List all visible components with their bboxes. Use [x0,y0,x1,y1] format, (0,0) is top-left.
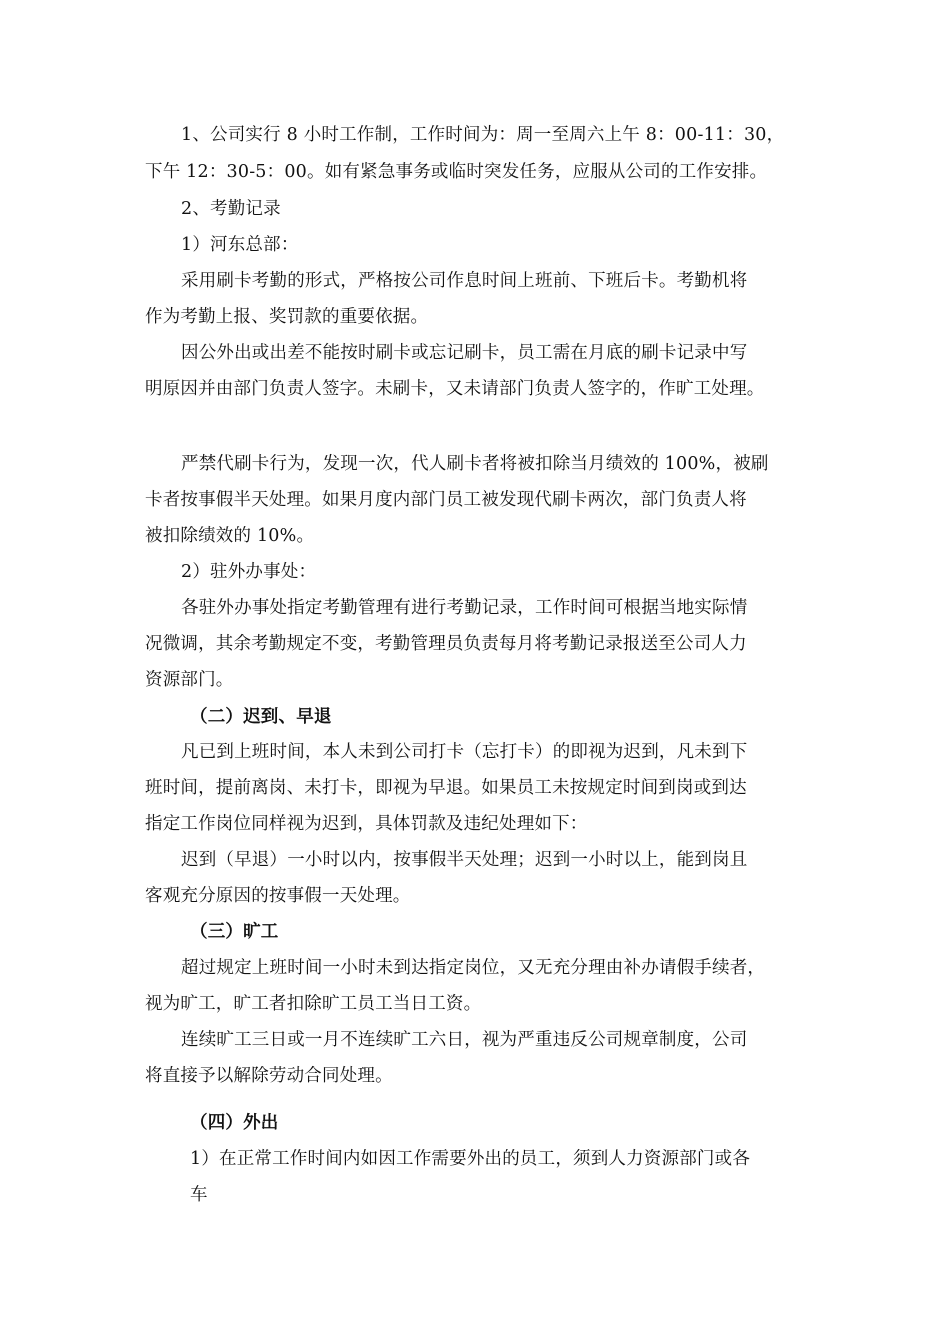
section-heading: （三）旷工 [190,922,279,942]
paragraph-line: 严禁代刷卡行为，发现一次，代人刷卡者将被扣除当月绩效的 100%，被刷 [181,454,769,474]
paragraph-line: 超过规定上班时间一小时未到达指定岗位，又无充分理由补办请假手续者， [181,958,766,978]
paragraph-line: 资源部门。 [145,670,234,690]
subsection-heading: 1）河东总部： [181,235,299,255]
paragraph-line: 班时间，提前离岗、未打卡，即视为早退。如果员工未按规定时间到岗或到达 [145,778,747,798]
paragraph-line: 下午 12：30-5：00。如有紧急事务或临时突发任务，应服从公司的工作安排。 [145,162,768,182]
paragraph-line: 凡已到上班时间，本人未到公司打卡（忘打卡）的即视为迟到，凡未到下 [181,742,748,762]
paragraph-line: 1、公司实行 8 小时工作制，工作时间为：周一至周六上午 8：00-11：30， [181,125,785,145]
section-heading: 2、考勤记录 [181,199,281,219]
paragraph-line: 卡者按事假半天处理。如果月度内部门员工被发现代刷卡两次，部门负责人将 [145,490,747,510]
paragraph-line: 车 [190,1185,208,1205]
paragraph-line: 将直接予以解除劳动合同处理。 [145,1066,393,1086]
paragraph-line: 客观充分原因的按事假一天处理。 [145,886,411,906]
subsection-heading: 2）驻外办事处： [181,562,317,582]
paragraph-line: 况微调，其余考勤规定不变，考勤管理员负责每月将考勤记录报送至公司人力 [145,634,747,654]
paragraph-line: 被扣除绩效的 10%。 [145,526,315,546]
section-heading: （四）外出 [190,1113,279,1133]
paragraph-line: 连续旷工三日或一月不连续旷工六日，视为严重违反公司规章制度，公司 [181,1030,748,1050]
paragraph-line: 作为考勤上报、奖罚款的重要依据。 [145,307,429,327]
section-heading: （二）迟到、早退 [190,707,332,727]
paragraph-line: 明原因并由部门负责人签字。未刷卡，又未请部门负责人签字的，作旷工处理。 [145,379,765,399]
paragraph-line: 指定工作岗位同样视为迟到，具体罚款及违纪处理如下： [145,814,588,834]
paragraph-line: 采用刷卡考勤的形式，严格按公司作息时间上班前、下班后卡。考勤机将 [181,271,748,291]
paragraph-line: 1）在正常工作时间内如因工作需要外出的员工，须到人力资源部门或各 [190,1149,751,1169]
paragraph-line: 迟到（早退）一小时以内，按事假半天处理；迟到一小时以上，能到岗且 [181,850,748,870]
paragraph-line: 各驻外办事处指定考勤管理有进行考勤记录，工作时间可根据当地实际情 [181,598,748,618]
paragraph-line: 因公外出或出差不能按时刷卡或忘记刷卡，员工需在月底的刷卡记录中写 [181,343,748,363]
paragraph-line: 视为旷工，旷工者扣除旷工员工当日工资。 [145,994,482,1014]
